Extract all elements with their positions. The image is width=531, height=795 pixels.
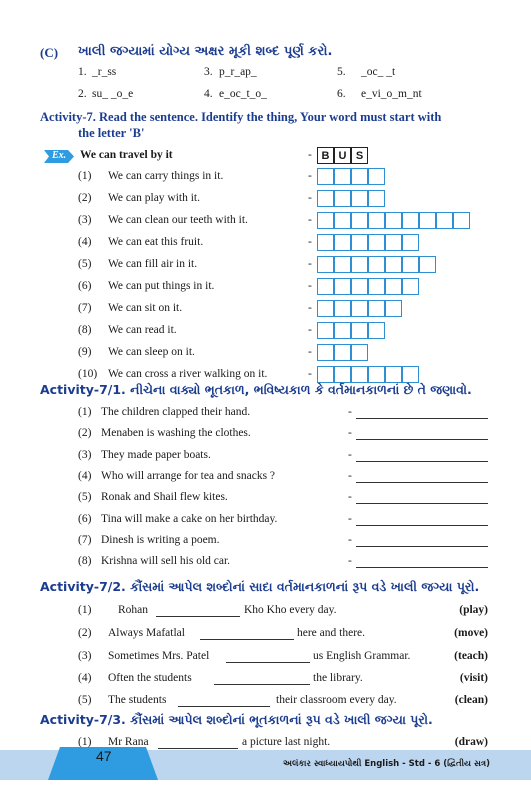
list-item-number: (6) xyxy=(78,513,92,525)
sentence-end: a picture last night. xyxy=(242,736,331,748)
hint-word: (play) xyxy=(459,604,488,616)
answer-dash: - xyxy=(308,368,312,380)
answer-box xyxy=(334,168,351,185)
answer-box xyxy=(385,366,402,383)
answer-box xyxy=(317,366,334,383)
list-item-number: (1) xyxy=(78,406,92,418)
answer-dash: - xyxy=(348,534,352,546)
list-item-number: (9) xyxy=(78,346,92,358)
answer-dash: - xyxy=(308,346,312,358)
answer-box xyxy=(317,212,334,229)
list-item-number: 6. xyxy=(337,88,346,100)
hint-word: (clean) xyxy=(454,694,488,706)
list-item: e_oc_t_o_ xyxy=(219,88,267,100)
answer-dash: - xyxy=(348,406,352,418)
sentence-end: their classroom every day. xyxy=(276,694,397,706)
answer-box xyxy=(351,168,368,185)
list-item: We can cross a river walking on it. xyxy=(108,368,268,380)
list-item: Tina will make a cake on her birthday. xyxy=(101,513,278,525)
list-item-number: (2) xyxy=(78,627,92,639)
answer-box xyxy=(317,234,334,251)
answer-dash: - xyxy=(308,149,312,161)
answer-line xyxy=(356,503,488,504)
list-item-number: (3) xyxy=(78,650,92,662)
answer-dash: - xyxy=(308,280,312,292)
answer-box xyxy=(368,168,385,185)
answer-box xyxy=(351,300,368,317)
list-item-number: (5) xyxy=(78,491,92,503)
answer-line xyxy=(356,525,488,526)
example-text: We can travel by it xyxy=(80,149,173,161)
list-item: Dinesh is writing a poem. xyxy=(101,534,220,546)
list-item: They made paper boats. xyxy=(101,449,211,461)
list-item-number: (3) xyxy=(78,214,92,226)
sentence-end: Kho Kho every day. xyxy=(244,604,337,616)
answer-box xyxy=(317,322,334,339)
answer-letter-box: B xyxy=(317,147,334,164)
answer-dash: - xyxy=(308,302,312,314)
answer-box xyxy=(334,322,351,339)
answer-box xyxy=(351,234,368,251)
list-item: We can play with it. xyxy=(108,192,201,204)
list-item-number: (1) xyxy=(78,736,92,748)
answer-box xyxy=(351,322,368,339)
sentence-start: Mr Rana xyxy=(108,736,149,748)
answer-dash: - xyxy=(348,449,352,461)
answer-box xyxy=(402,212,419,229)
answer-box xyxy=(317,168,334,185)
sentence-start: The students xyxy=(108,694,167,706)
answer-box xyxy=(385,256,402,273)
list-item: We can carry things in it. xyxy=(108,170,224,182)
sentence-start: Rohan xyxy=(118,604,149,616)
list-item-number: 1. xyxy=(78,66,87,78)
answer-box xyxy=(402,234,419,251)
hint-word: (visit) xyxy=(459,672,488,684)
list-item: The children clapped their hand. xyxy=(101,406,251,418)
answer-box xyxy=(419,212,436,229)
sentence-start: Sometimes Mrs. Patel xyxy=(108,650,210,662)
list-item-number: (8) xyxy=(78,555,92,567)
sentence-start: Often the students xyxy=(108,672,192,684)
answer-box xyxy=(385,278,402,295)
list-item: su_ _o_e xyxy=(92,88,134,100)
answer-box xyxy=(368,234,385,251)
answer-box xyxy=(334,278,351,295)
activity-7-2-title: Activity-7/2. કૌંસમાં આપેલ શબ્દોનાં સાદા વર્તમાનકાળનાં રૂપ વડે ખાલી જગ્યા પૂરો. xyxy=(40,579,480,594)
answer-dash: - xyxy=(348,470,352,482)
sentence-end: the library. xyxy=(313,672,363,684)
hint-word: (teach) xyxy=(454,650,488,662)
list-item: Menaben is washing the clothes. xyxy=(101,427,251,439)
list-item-number: 4. xyxy=(204,88,213,100)
book-title: અલંકાર સ્વાધ્યાયપોથી English - Std - 6 (દ્વિતીય સત્ર) xyxy=(283,759,490,769)
list-item-number: (1) xyxy=(78,170,92,182)
list-item-number: (10) xyxy=(78,368,98,380)
answer-dash: - xyxy=(348,555,352,567)
answer-box xyxy=(419,256,436,273)
list-item: _oc_ _t xyxy=(361,66,396,78)
list-item-number: (4) xyxy=(78,672,92,684)
answer-dash: - xyxy=(348,491,352,503)
list-item-number: 5. xyxy=(337,66,346,78)
list-item-number: (1) xyxy=(78,604,92,616)
answer-box xyxy=(334,344,351,361)
answer-line xyxy=(356,418,488,419)
answer-box xyxy=(385,300,402,317)
answer-dash: - xyxy=(348,427,352,439)
fill-blank-line xyxy=(226,662,310,663)
list-item: e_vi_o_m_nt xyxy=(361,88,422,100)
list-item: We can sit on it. xyxy=(108,302,183,314)
answer-letter-box: S xyxy=(351,147,368,164)
answer-dash: - xyxy=(308,324,312,336)
example-badge-label: Ex. xyxy=(52,150,67,161)
answer-box xyxy=(351,366,368,383)
answer-box xyxy=(385,212,402,229)
list-item: We can sleep on it. xyxy=(108,346,195,358)
list-item-number: (2) xyxy=(78,427,92,439)
list-item-number: 3. xyxy=(204,66,213,78)
answer-box xyxy=(317,344,334,361)
answer-box xyxy=(351,256,368,273)
list-item-number: (5) xyxy=(78,258,92,270)
answer-box xyxy=(351,212,368,229)
answer-box xyxy=(368,256,385,273)
hint-word: (draw) xyxy=(454,736,488,748)
sentence-end: us English Grammar. xyxy=(313,650,411,662)
answer-box xyxy=(368,190,385,207)
answer-box xyxy=(402,366,419,383)
answer-box xyxy=(368,212,385,229)
activity-7-1-title: Activity-7/1. નીચેના વાક્યો ભૂતકાળ, ભવિષ્યકાળ કે વર્તમાનકાળનાં છે તે જણાવો. xyxy=(40,382,472,397)
answer-line xyxy=(356,439,488,440)
list-item: Krishna will sell his old car. xyxy=(101,555,231,567)
answer-box xyxy=(334,212,351,229)
answer-box xyxy=(385,234,402,251)
answer-box xyxy=(368,366,385,383)
answer-box xyxy=(368,300,385,317)
list-item-number: (4) xyxy=(78,470,92,482)
answer-box xyxy=(368,322,385,339)
answer-line xyxy=(356,546,488,547)
fill-blank-line xyxy=(200,639,294,640)
answer-box xyxy=(351,278,368,295)
list-item-number: (4) xyxy=(78,236,92,248)
list-item: _r_ss xyxy=(92,66,117,78)
answer-dash: - xyxy=(308,258,312,270)
list-item-number: (2) xyxy=(78,192,92,204)
activity-7-3-title: Activity-7/3. કૌંસમાં આપેલ શબ્દોનાં ભૂતકાળનાં રૂપ વડે ખાલી જગ્યા પૂરો. xyxy=(40,712,433,727)
answer-box xyxy=(334,190,351,207)
activity-7-title: Activity-7. Read the sentence. Identify the thing, Your word must start with xyxy=(40,110,442,124)
fill-blank-line xyxy=(156,616,240,617)
list-item: Who will arrange for tea and snacks ? xyxy=(101,470,276,482)
hint-word: (move) xyxy=(454,627,488,639)
section-c-instruction: ખાલી જગ્યામાં યોગ્ય અક્ષર મૂકી શબ્દ પૂર્ણ કરો. xyxy=(78,44,333,59)
list-item: p_r_ap_ xyxy=(219,66,257,78)
sentence-end: here and there. xyxy=(297,627,366,639)
activity-7-title-cont: the letter 'B' xyxy=(78,126,145,140)
sentence-start: Always Mafatlal xyxy=(108,627,185,639)
list-item-number: (7) xyxy=(78,534,92,546)
answer-line xyxy=(356,482,488,483)
example-badge xyxy=(44,150,74,163)
answer-box xyxy=(402,278,419,295)
section-c-label: (C) xyxy=(40,45,59,60)
answer-box xyxy=(317,190,334,207)
answer-line xyxy=(356,461,488,462)
list-item: Ronak and Shail flew kites. xyxy=(101,491,228,503)
list-item-number: (5) xyxy=(78,694,92,706)
answer-dash: - xyxy=(348,513,352,525)
answer-box xyxy=(402,256,419,273)
list-item: We can read it. xyxy=(108,324,177,336)
answer-dash: - xyxy=(308,236,312,248)
list-item-number: (7) xyxy=(78,302,92,314)
answer-box xyxy=(351,344,368,361)
answer-letter-box: U xyxy=(334,147,351,164)
answer-dash: - xyxy=(308,192,312,204)
answer-box xyxy=(436,212,453,229)
answer-box xyxy=(317,300,334,317)
list-item: We can put things in it. xyxy=(108,280,215,292)
answer-box xyxy=(317,256,334,273)
answer-box xyxy=(351,190,368,207)
list-item-number: (3) xyxy=(78,449,92,461)
list-item: We can eat this fruit. xyxy=(108,236,204,248)
answer-box xyxy=(368,278,385,295)
list-item: We can fill air in it. xyxy=(108,258,198,270)
answer-box xyxy=(317,278,334,295)
answer-box xyxy=(334,256,351,273)
fill-blank-line xyxy=(158,748,238,749)
list-item-number: (6) xyxy=(78,280,92,292)
page-number: 47 xyxy=(96,748,112,764)
list-item-number: (8) xyxy=(78,324,92,336)
answer-dash: - xyxy=(308,214,312,226)
answer-box xyxy=(334,234,351,251)
fill-blank-line xyxy=(178,706,270,707)
answer-dash: - xyxy=(308,170,312,182)
list-item-number: 2. xyxy=(78,88,87,100)
list-item: We can clean our teeth with it. xyxy=(108,214,248,226)
answer-line xyxy=(356,567,488,568)
fill-blank-line xyxy=(214,684,310,685)
answer-box xyxy=(453,212,470,229)
answer-box xyxy=(334,366,351,383)
answer-box xyxy=(334,300,351,317)
